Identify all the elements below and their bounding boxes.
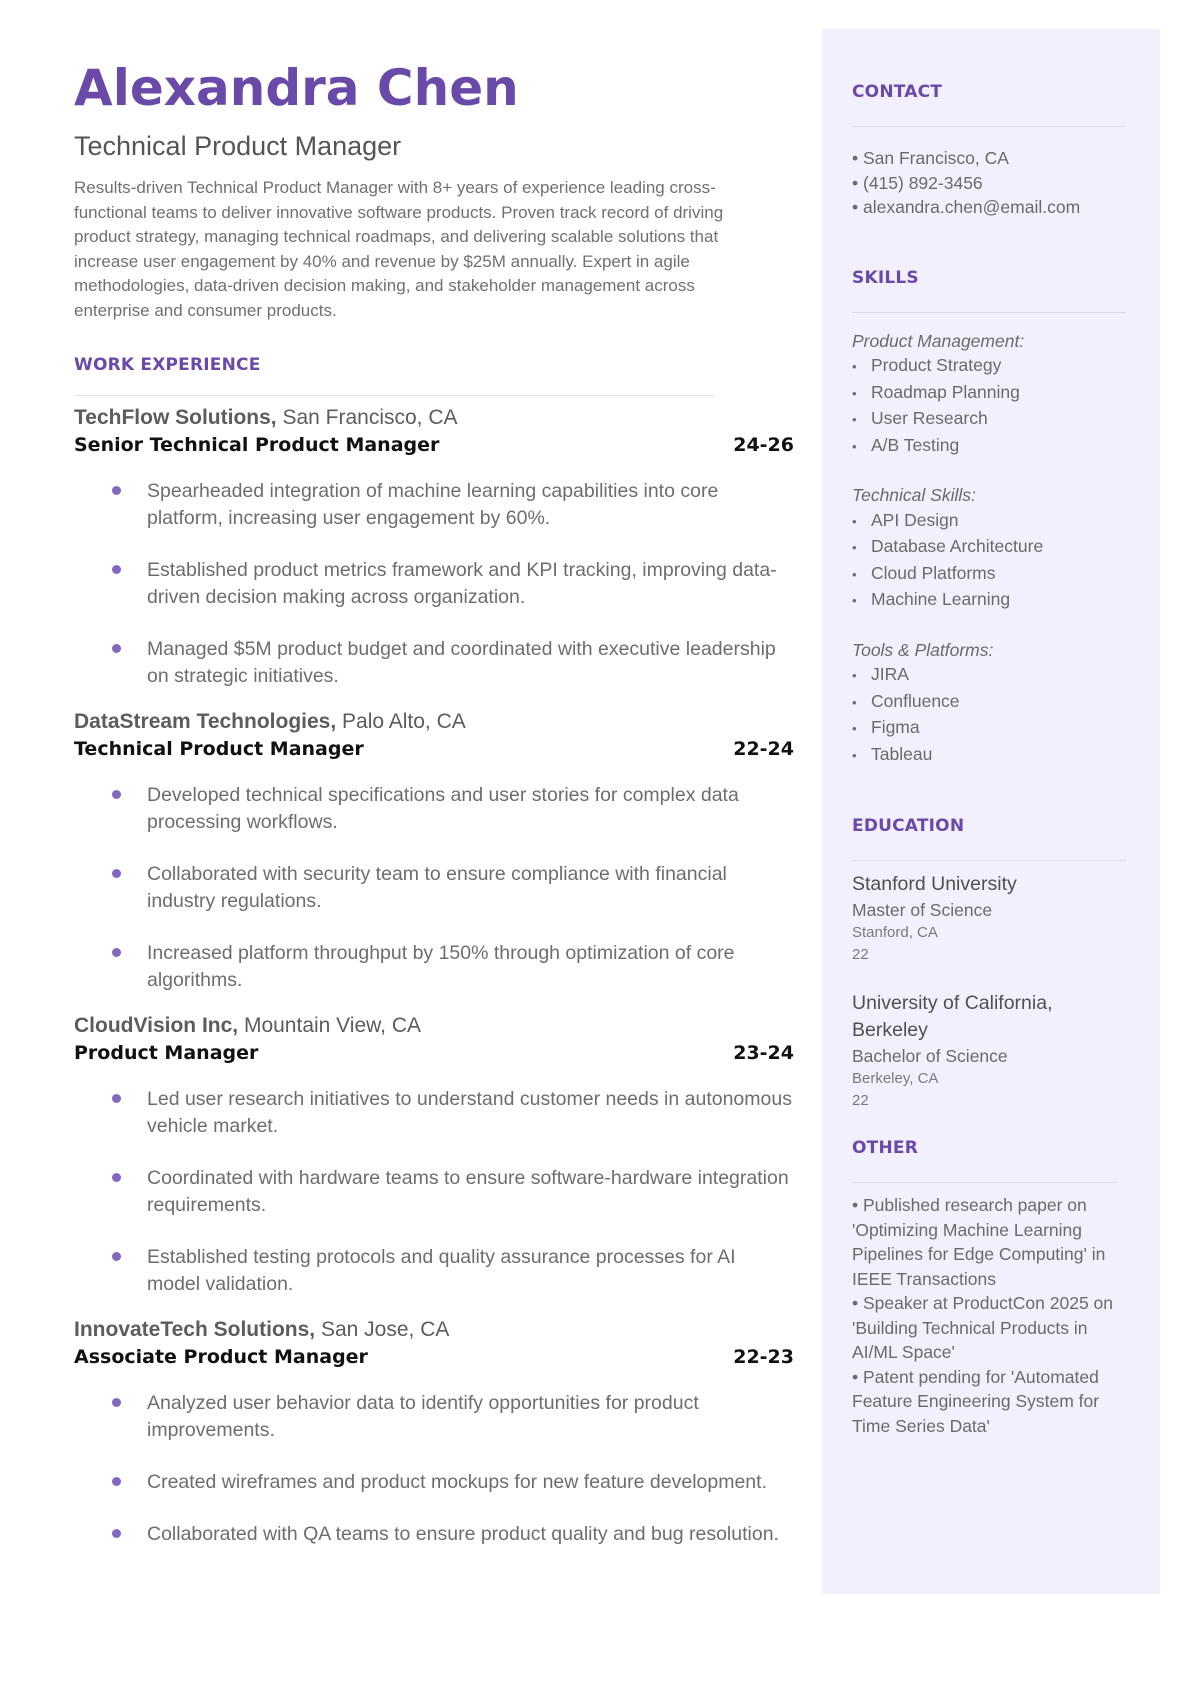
- work-experience-heading: WORK EXPERIENCE: [74, 355, 261, 375]
- section-divider: [74, 395, 714, 396]
- contact-location: • San Francisco, CA: [852, 148, 1009, 168]
- skill-label: API Design: [871, 509, 959, 530]
- job-entry: [74, 1316, 794, 1548]
- skill-label: User Research: [871, 408, 988, 428]
- job-bullets: [74, 1086, 794, 1298]
- education-year: 22: [852, 1092, 869, 1109]
- job-bullets: [74, 1390, 794, 1548]
- skill-item: [852, 406, 1128, 433]
- candidate-name: Alexandra Chen: [74, 59, 519, 117]
- skill-label: Database Architecture: [871, 536, 1044, 556]
- job-company: InnovateTech Solutions,: [74, 1318, 316, 1341]
- education-degree: Bachelor of Science: [852, 1046, 1008, 1066]
- job-bullet: [74, 636, 794, 690]
- job-bullet: [74, 1086, 794, 1140]
- skills-group: [852, 638, 1128, 769]
- job-role-line: [74, 1040, 794, 1070]
- section-divider: [852, 1182, 1118, 1183]
- skills-group: [852, 329, 1128, 460]
- job-bullet-text: Developed technical specifications and user stories for complex data processing workflows.: [147, 784, 739, 833]
- job-company: DataStream Technologies,: [74, 710, 337, 733]
- other-section: [852, 1138, 1128, 1438]
- education-heading: EDUCATION: [852, 816, 965, 836]
- job-bullet: [74, 1244, 794, 1298]
- education-location: Berkeley, CA: [852, 1070, 939, 1087]
- job-dates: 23-24: [733, 1042, 794, 1064]
- job-location: Palo Alto, CA: [336, 710, 466, 733]
- job-role-line: [74, 736, 794, 766]
- bullet-icon: •: [852, 593, 857, 608]
- skill-item: [852, 715, 1128, 742]
- job-bullet-text: Led user research initiatives to understand customer needs in autonomous vehicle market.: [147, 1088, 792, 1137]
- job-role: Associate Product Manager: [74, 1346, 368, 1368]
- bullet-icon: •: [852, 359, 857, 374]
- skills-category: Technical Skills:: [852, 485, 976, 505]
- skills-group: [852, 483, 1128, 614]
- skill-item: [852, 561, 1128, 588]
- education-degree: Master of Science: [852, 900, 993, 920]
- bullet-dot-icon: [112, 1173, 121, 1182]
- job-bullet-text: Coordinated with hardware teams to ensure software-hardware integration requirements.: [147, 1167, 789, 1216]
- job-dates: 22-23: [733, 1346, 794, 1368]
- job-company-line: [74, 404, 794, 432]
- skill-item: [852, 662, 1128, 689]
- main-column: [74, 56, 794, 1566]
- bullet-dot-icon: [112, 565, 121, 574]
- job-bullet-text: Created wireframes and product mockups for new feature development.: [147, 1471, 767, 1493]
- job-location: Mountain View, CA: [238, 1014, 422, 1037]
- bullet-icon: •: [852, 385, 857, 401]
- skill-label: A/B Testing: [871, 434, 960, 455]
- bullet-icon: •: [852, 747, 857, 763]
- job-company-line: [74, 1316, 794, 1344]
- job-dates: 24-26: [733, 434, 794, 456]
- skill-label: Product Strategy: [871, 355, 1002, 375]
- job-bullet: [74, 557, 794, 611]
- bullet-dot-icon: [112, 948, 121, 957]
- other-item: • Speaker at ProductCon 2025 on 'Building Technical Products in AI/ML Space': [852, 1293, 1114, 1362]
- job-role-line: [74, 1344, 794, 1374]
- bullet-icon: •: [852, 513, 857, 529]
- skill-item: [852, 508, 1128, 535]
- job-bullet: [74, 940, 794, 994]
- contact-list: [852, 146, 1128, 220]
- job-bullet-text: Collaborated with security team to ensure compliance with financial industry regulations.: [147, 863, 727, 912]
- job-dates: 22-24: [733, 738, 794, 760]
- bullet-dot-icon: [112, 1252, 121, 1261]
- sidebar-content: [852, 82, 1128, 1438]
- other-item: • Patent pending for 'Automated Feature Engineering System for Time Series Data': [852, 1366, 1100, 1436]
- job-company-line: [74, 708, 794, 736]
- job-company: TechFlow Solutions,: [74, 406, 277, 429]
- job-bullet: [74, 782, 794, 836]
- skill-item: [852, 587, 1128, 614]
- skill-item: [852, 433, 1128, 460]
- job-bullet-text: Analyzed user behavior data to identify opportunities for product improvements.: [147, 1392, 699, 1441]
- education-section: [852, 816, 1128, 1112]
- skill-item: [852, 380, 1128, 407]
- other-item: • Published research paper on 'Optimizing Machine Learning Pipelines for Edge Computing' in IEEE Transactions: [852, 1195, 1106, 1289]
- education-entry: [852, 871, 1128, 966]
- skills-section: [852, 268, 1128, 769]
- job-bullet: [74, 478, 794, 532]
- job-role-line: [74, 432, 794, 462]
- education-entry: [852, 990, 1128, 1112]
- bullet-dot-icon: [112, 486, 121, 495]
- skill-label: Tableau: [871, 743, 933, 764]
- bullet-dot-icon: [112, 1477, 121, 1486]
- job-bullet: [74, 1469, 794, 1496]
- job-company: CloudVision Inc,: [74, 1014, 239, 1037]
- bullet-dot-icon: [112, 790, 121, 799]
- bullet-icon: •: [852, 694, 857, 710]
- bullet-icon: •: [852, 540, 857, 555]
- job-bullets: [74, 782, 794, 994]
- bullet-icon: •: [852, 412, 857, 427]
- skill-label: Figma: [871, 717, 920, 737]
- job-role: Senior Technical Product Manager: [74, 434, 440, 456]
- sidebar: [822, 29, 1160, 1594]
- job-company-line: [74, 1012, 794, 1040]
- job-bullet: [74, 1390, 794, 1444]
- job-entry: [74, 1012, 794, 1298]
- contact-phone[interactable]: • (415) 892-3456: [852, 172, 983, 193]
- job-bullets: [74, 478, 794, 690]
- bullet-icon: •: [852, 566, 857, 582]
- skill-item: [852, 689, 1128, 716]
- job-bullet: [74, 1165, 794, 1219]
- other-list: [852, 1193, 1114, 1438]
- bullet-dot-icon: [112, 1529, 121, 1538]
- bullet-icon: •: [852, 668, 857, 683]
- job-bullet-text: Spearheaded integration of machine learning capabilities into core platform, increasing user engagement by 60%.: [147, 480, 719, 529]
- education-year: 22: [852, 946, 869, 963]
- job-bullet-text: Managed $5M product budget and coordinated with executive leadership on strategic initiatives.: [147, 638, 776, 687]
- job-location: San Francisco, CA: [276, 406, 458, 429]
- skill-label: Machine Learning: [871, 589, 1011, 609]
- bullet-icon: •: [852, 438, 857, 454]
- job-entry: [74, 404, 794, 690]
- contact-heading: CONTACT: [852, 82, 943, 102]
- skills-heading: SKILLS: [852, 267, 919, 288]
- other-heading: OTHER: [852, 1138, 918, 1158]
- bullet-dot-icon: [112, 644, 121, 653]
- job-bullet-text: Increased platform throughput by 150% through optimization of core algorithms.: [147, 942, 735, 991]
- job-bullet-text: Established testing protocols and quality assurance processes for AI model validation.: [147, 1246, 736, 1295]
- job-bullet: [74, 861, 794, 915]
- job-bullet-text: Collaborated with QA teams to ensure product quality and bug resolution.: [147, 1523, 779, 1545]
- skill-item: [852, 742, 1128, 769]
- job-bullet-text: Established product metrics framework and KPI tracking, improving data-driven decision making across organization.: [147, 559, 777, 608]
- skill-label: Roadmap Planning: [871, 381, 1020, 402]
- bullet-dot-icon: [112, 869, 121, 878]
- candidate-title: Technical Product Manager: [74, 131, 402, 161]
- job-location: San Jose, CA: [315, 1318, 450, 1341]
- bullet-icon: •: [852, 721, 857, 736]
- job-role: Product Manager: [74, 1042, 259, 1064]
- skills-category: Product Management:: [852, 330, 1025, 351]
- job-bullet: [74, 1521, 794, 1548]
- job-entry: [74, 708, 794, 994]
- bullet-dot-icon: [112, 1094, 121, 1103]
- skill-label: Confluence: [871, 690, 960, 711]
- bullet-dot-icon: [112, 1398, 121, 1407]
- section-divider: [852, 312, 1126, 313]
- education-school: University of California, Berkeley: [852, 992, 1053, 1041]
- skills-category: Tools & Platforms:: [852, 639, 994, 660]
- skill-label: Cloud Platforms: [871, 562, 996, 583]
- section-divider: [852, 860, 1126, 861]
- contact-email[interactable]: • alexandra.chen@email.com: [852, 197, 1081, 217]
- skill-item: [852, 534, 1128, 561]
- section-divider: [852, 126, 1126, 127]
- profile-summary: Results-driven Technical Product Manager with 8+ years of experience leading cross-functional teams to deliver innovative software products. Proven track record of driving product strategy, managing technical roadmaps, and delivering scalable solutions that increase user engagement by 40% and revenue by $25M annually. Expert in agile methodologies, data-driven decision making, and stakeholder management across enterprise and consumer products.: [74, 178, 724, 320]
- job-role: Technical Product Manager: [74, 738, 364, 760]
- skill-label: JIRA: [871, 664, 909, 684]
- education-school: Stanford University: [852, 873, 1017, 895]
- skill-item: [852, 353, 1128, 380]
- education-location: Stanford, CA: [852, 924, 938, 941]
